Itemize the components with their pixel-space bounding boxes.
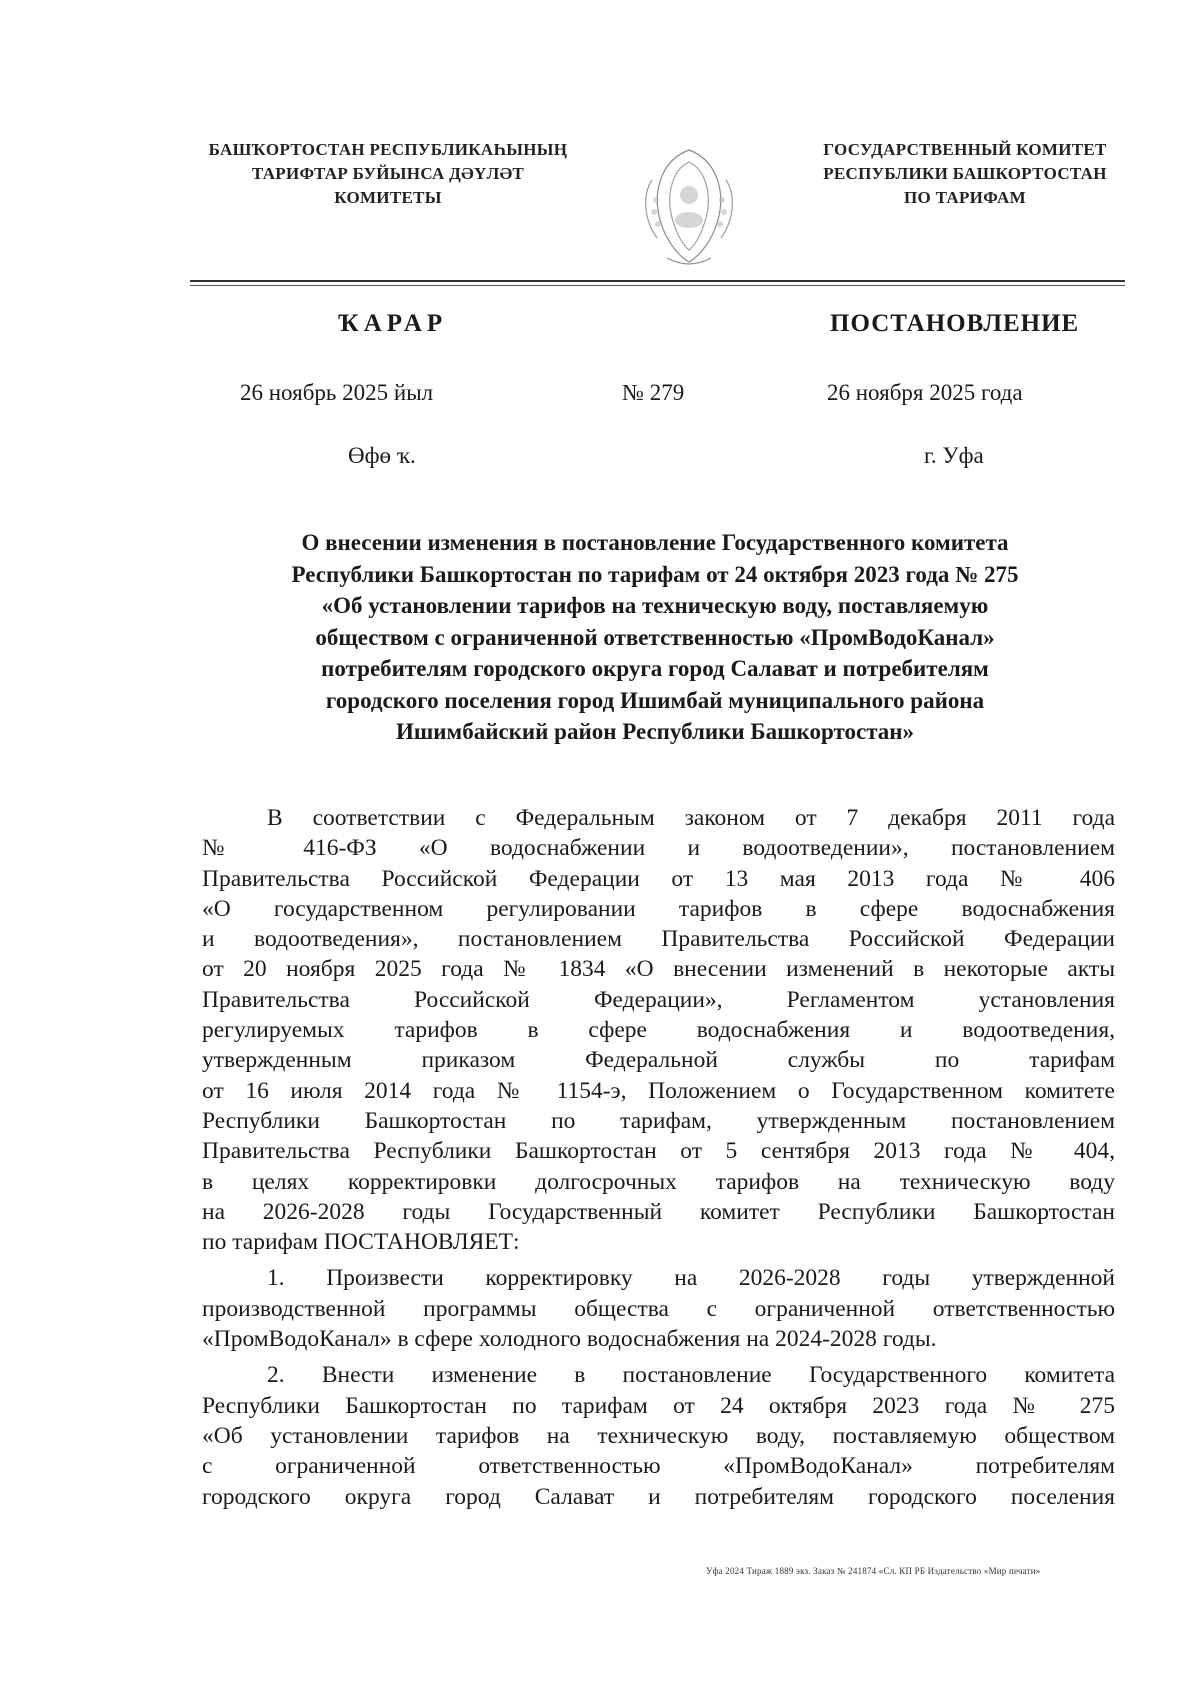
document-body (202, 803, 1115, 1512)
date-bashkir: 26 ноябрь 2025 йыл (240, 380, 434, 405)
city-russian: г. Уфа (924, 443, 984, 468)
header-left-line: КОМИТЕТЫ (334, 188, 442, 207)
subject-line: обществом с ограниченной ответственностью «ПромВодоКанал» (315, 624, 995, 650)
header-right-line: ПО ТАРИФАМ (904, 188, 1026, 207)
preamble-line: Республики Башкортостан по тарифам, утвержденным постановлением (202, 1107, 1115, 1134)
preamble-line: № 416-ФЗ «О водоснабжении и водоотведении», постановлением (202, 835, 1115, 862)
item1-line: 1. Произвести корректировку на 2026-2028 годы утвержденной (267, 1265, 1115, 1292)
item1-line: производственной программы общества с ограниченной ответственностью (202, 1295, 1115, 1322)
preamble-line: Правительства Российской Федерации», Регламентом установления (202, 986, 1115, 1013)
preamble-line: В соответствии с Федеральным законом от 7 декабря 2011 года (267, 805, 1115, 831)
header-left-line: БАШҠОРТОСТАН РЕСПУБЛИКАҺЫНЫҢ (208, 140, 568, 159)
doc-type-bashkir: ҠАРАР (338, 310, 448, 337)
subject-line: «Об установлении тарифов на техническую воду, поставляемую (321, 593, 989, 618)
preamble-line: Правительства Республики Башкортостан от 5 сентября 2013 года № 404, (202, 1138, 1115, 1165)
header-left-bashkir (178, 138, 598, 210)
subject-line: О внесении изменения в постановление Государственного комитета (301, 530, 1009, 555)
header-divider-thick (190, 280, 1125, 282)
preamble-line: и водоотведения», постановлением Правительства Российской Федерации (202, 926, 1115, 953)
preamble-line: от 16 июля 2014 года № 1154-э, Положением о Государственном комитете (202, 1077, 1115, 1104)
doc-type-russian: ПОСТАНОВЛЕНИЕ (830, 310, 1080, 337)
item2-line: Республики Башкортостан по тарифам от 24 октября 2023 года № 275 (202, 1392, 1115, 1419)
document-number: № 279 (622, 380, 685, 405)
header-right-russian (795, 138, 1135, 210)
item2-line: городского округа город Салават и потребителям городского поселения (202, 1483, 1115, 1510)
item2-line: «Об установлении тарифов на техническую воду, поставляемую обществом (202, 1422, 1115, 1449)
city-bashkir: Өфө ҡ. (348, 443, 416, 468)
preamble-line: «О государственном регулировании тарифов в сфере водоснабжения (202, 895, 1115, 922)
preamble-line: регулируемых тарифов в сфере водоснабжения и водоотведения, (202, 1017, 1115, 1044)
subject-line: городского поселения город Ишимбай муниципального района (325, 687, 985, 713)
subject-line: потребителям городского округа город Салават и потребителям (321, 656, 989, 681)
header-right-line: РЕСПУБЛИКИ БАШКОРТОСТАН (823, 164, 1107, 183)
preamble-line: в целях корректировки долгосрочных тарифов на техническую воду (202, 1168, 1115, 1195)
item2-line: с ограниченной ответственностью «ПромВодоКанал» потребителям (202, 1453, 1115, 1480)
preamble-line: по тарифам ПОСТАНОВЛЯЕТ: (202, 1229, 520, 1256)
subject-line: Ишимбайский район Республики Башкортостан» (395, 719, 915, 744)
document-subject (215, 527, 1095, 748)
print-footer-note: Уфа 2024 Тираж 1889 экз. Заказ № 241874 «Сл. КП РБ Издательство «Мир печати» (706, 1566, 1041, 1576)
subject-line: Республики Башкортостан по тарифам от 24 октября 2023 года № 275 (291, 561, 1019, 587)
preamble-line: на 2026-2028 годы Государственный комитет Республики Башкортостан (202, 1198, 1115, 1225)
preamble-line: от 20 ноября 2025 года № 1834 «О внесении изменений в некоторые акты (202, 956, 1115, 983)
preamble-line: Правительства Российской Федерации от 13 мая 2013 года № 406 (202, 865, 1115, 892)
coat-of-arms-emblem (632, 140, 747, 270)
preamble-line: утвержденным приказом Федеральной службы по тарифам (202, 1047, 1115, 1074)
date-russian: 26 ноября 2025 года (827, 380, 1023, 405)
header-divider-thin (190, 285, 1125, 286)
item2-line: 2. Внести изменение в постановление Государственного комитета (267, 1362, 1115, 1389)
item1-line: «ПромВодоКанал» в сфере холодного водоснабжения на 2024-2028 годы. (202, 1326, 937, 1353)
header-left-line: ТАРИФТАР БУЙЫНСА ДӘҮЛӘТ (251, 164, 525, 183)
header-right-line: ГОСУДАРСТВЕННЫЙ КОМИТЕТ (823, 140, 1107, 159)
